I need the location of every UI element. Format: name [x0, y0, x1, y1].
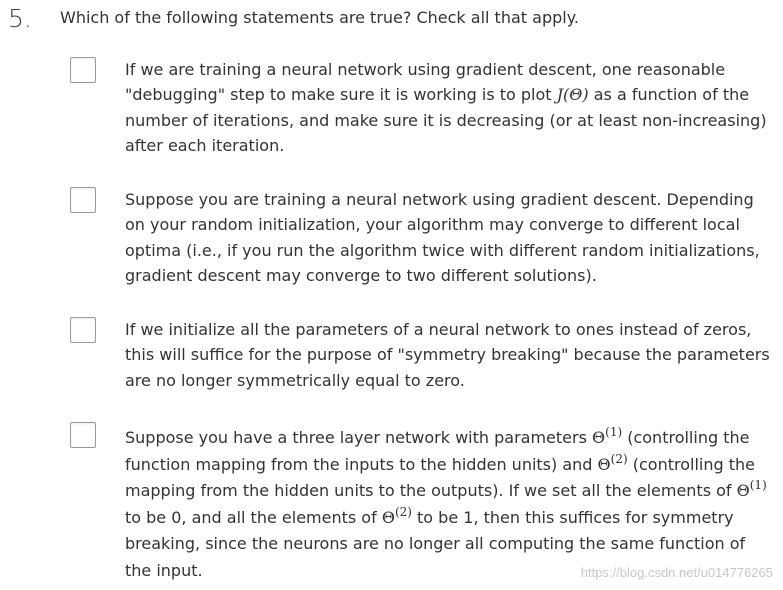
math-theta-1: $\Theta^{(1)}$ [592, 425, 623, 447]
option-1-checkbox[interactable] [70, 57, 96, 83]
watermark: https://blog.csdn.net/u014776265 [580, 565, 773, 580]
option-2-checkbox[interactable] [70, 187, 96, 213]
question-number: 5. [8, 4, 32, 33]
math-theta-2b: $\Theta^{(2)}$ [381, 504, 412, 527]
option-4-checkbox[interactable] [70, 422, 96, 448]
question-prompt: Which of the following statements are true? Check all that apply. [60, 8, 579, 27]
option-4-text: Suppose you have a three layer network with parameters $\Theta^{(1)}$ (controlling the function mapping from the inputs to the hidden units) and $\Theta^{(2)}$ (controlling the mapping from the hidden units to the outputs). If we set all the elements of $\Theta^{(1)}$ to be 0, and all the elements of $\Theta^{(2)}$ to be 1, then this suffices for symmetry breaking, since the neurons are no longer all computing the same function of the input. [125, 425, 767, 580]
option-1-text: If we are training a neural network using gradient descent, one reasonable "debugging" step to make sure it is working is to plot J(Θ) as a function of the number of iterations, and make sure it is decreasing (or at least non-increasing) after each iteration. [125, 60, 767, 155]
math-theta-1b: $\Theta^{(1)}$ [736, 478, 767, 501]
option-3-text: If we initialize all the parameters of a neural network to ones instead of zeros, this will suffice for the purpose of "symmetry breaking" because the parameters are no longer symmetrically equal to zero. [125, 320, 770, 390]
math-theta-2: $\Theta^{(2)}$ [597, 451, 628, 474]
option-3-checkbox[interactable] [70, 317, 96, 343]
math-j-theta: J(Θ) [556, 85, 589, 105]
option-2-text: Suppose you are training a neural network using gradient descent. Depending on your random initialization, your algorithm may converge to different local optima (i.e., if you run the algorithm twice with different random initializations, gradient descent may converge to two different solutions). [125, 190, 760, 285]
